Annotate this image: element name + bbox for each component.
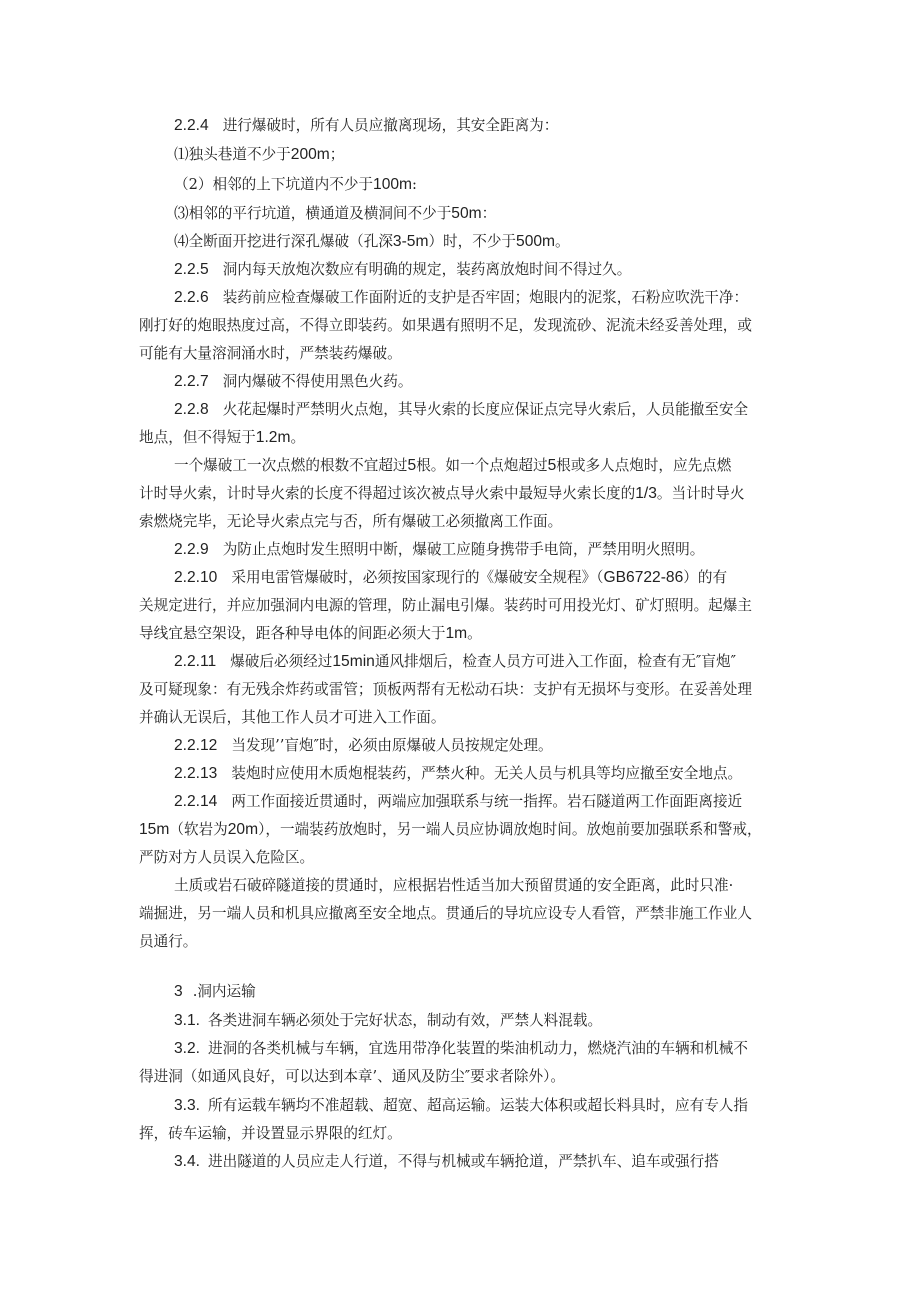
clause-2-2-10-line-2: 关规定进行，并应加强洞内电源的管理，防止漏电引爆。装药时可用投光灯、矿灯照明。起爆主 xyxy=(139,597,752,614)
clause-2-2-11-line-3: 并确认无误后，其他工作人员才可进入工作面。 xyxy=(139,709,446,726)
clause-2-2-9: 2.2.9 为防止点炮时发生照明中断，爆破工应随身携带手电筒，严禁用明火照明。 xyxy=(174,541,705,558)
distance-item-1: ⑴独头巷道不少于200m； xyxy=(174,146,345,163)
clause-3-2: 3.2. 进洞的各类机械与车辆，宜选用带净化装置的柴油机动力，燃烧汽油的车辆和机械不 xyxy=(174,1040,748,1057)
clause-3-3-line-2: 挥，砖车运输，并设置显示界限的红灯。 xyxy=(139,1125,402,1142)
section-3-heading: 3 .洞内运输 xyxy=(174,983,256,1000)
clause-2-2-8: 2.2.8 火花起爆时严禁明火点炮，其导火索的长度应保证点完导火索后，人员能撤至安全 xyxy=(174,401,749,418)
soil-paragraph-line-2: 端掘进，另一端人员和机具应撤离至安全地点。贯通后的导坑应设专人看管，严禁非施工作业人 xyxy=(139,905,752,922)
clause-2-2-14: 2.2.14 两工作面接近贯通时，两端应加强联系与统一指挥。岩石隧道两工作面距离接近 xyxy=(174,793,743,810)
clause-text: 进行爆破时，所有人员应撤离现场，其安全距离为： xyxy=(222,117,559,134)
clause-2-2-12: 2.2.12 当发现’’盲炮″时，必须由原爆破人员按规定处理。 xyxy=(174,737,553,754)
clause-2-2-11: 2.2.11 爆破后必须经过15min通风排烟后，检查人员方可进入工作面，检查有无″盲炮″ xyxy=(174,653,737,670)
clause-3-3: 3.3. 所有运载车辆均不准超载、超宽、超高运输。运装大体积或超长料具时，应有专人指 xyxy=(174,1097,748,1114)
distance-item-4: ⑷全断面开挖进行深孔爆破（孔深3-5m）时，不少于500m。 xyxy=(174,233,570,250)
distance-item-2: （2）相邻的上下坑道内不少于100m: xyxy=(174,176,417,193)
clause-3-1: 3.1. 各类进洞车辆必须处于完好状态，制动有效，严禁人料混载。 xyxy=(174,1012,603,1029)
clause-2-2-10-line-3: 导线宜悬空架设，距各种导电体的间距必须大于1m。 xyxy=(139,625,482,642)
fuse-paragraph: 一个爆破工一次点燃的根数不宜超过5根。如一个点炮超过5根或多人点炮时，应先点燃 xyxy=(174,457,732,474)
clause-2-2-14-line-2: 15m（软岩为20m），一端装药放炮时，另一端人员应协调放炮时间。放炮前要加强联系和警戒， xyxy=(139,821,762,838)
clause-2-2-10: 2.2.10 采用电雷管爆破时，必须按国家现行的《爆破安全规程》（GB6722-86）的有 xyxy=(174,569,728,586)
fuse-paragraph-line-3: 索燃烧完毕，无论导火索点完与否，所有爆破工必须撤离工作面。 xyxy=(139,513,563,530)
clause-3-2-line-2: 得进洞（如通风良好，可以达到本章’、通风及防尘″要求者除外）。 xyxy=(139,1068,566,1085)
clause-2-2-7: 2.2.7 洞内爆破不得使用黑色火药。 xyxy=(174,373,413,390)
clause-2-2-8-line-2: 地点，但不得短于1.2m。 xyxy=(139,429,306,446)
soil-paragraph-line-3: 员通行。 xyxy=(139,933,198,950)
clause-3-4: 3.4. 进出隧道的人员应走人行道，不得与机械或车辆抢道，严禁扒车、追车或强行搭 xyxy=(174,1153,719,1170)
clause-2-2-6-line-3: 可能有大量溶洞涌水时，严禁装药爆破。 xyxy=(139,345,402,362)
clause-2-2-14-line-3: 严防对方人员误入危险区。 xyxy=(139,849,315,866)
clause-2-2-4 xyxy=(174,116,558,136)
fuse-paragraph-line-2: 计时导火索，计时导火索的长度不得超过该次被点导火索中最短导火索长度的1/3。当计时导火 xyxy=(139,485,745,502)
clause-number: 2.2.4 xyxy=(174,117,209,134)
clause-2-2-13: 2.2.13 装炮时应使用木质炮棍装药，严禁火种。无关人员与机具等均应撤至安全地点。 xyxy=(174,765,743,782)
clause-2-2-6-line-2: 刚打好的炮眼热度过高，不得立即装药。如果遇有照明不足，发现流砂、泥流未经妥善处理，或 xyxy=(139,317,752,334)
clause-2-2-5: 2.2.5 洞内每天放炮次数应有明确的规定，装药离放炮时间不得过久。 xyxy=(174,261,632,278)
soil-paragraph: 土质或岩石破碎隧道接的贯通时，应根据岩性适当加大预留贯通的安全距离，此时只准· xyxy=(174,877,734,894)
distance-item-3: ⑶相邻的平行坑道，横通道及横洞间不少于50m： xyxy=(174,205,497,222)
clause-2-2-11-line-2: 及可疑现象：有无残余炸药或雷管；顶板两帮有无松动石块：支护有无损坏与变形。在妥善处理 xyxy=(139,681,752,698)
clause-2-2-6: 2.2.6 装药前应检查爆破工作面附近的支护是否牢固；炮眼内的泥浆，石粉应吹洗干净： xyxy=(174,289,749,306)
